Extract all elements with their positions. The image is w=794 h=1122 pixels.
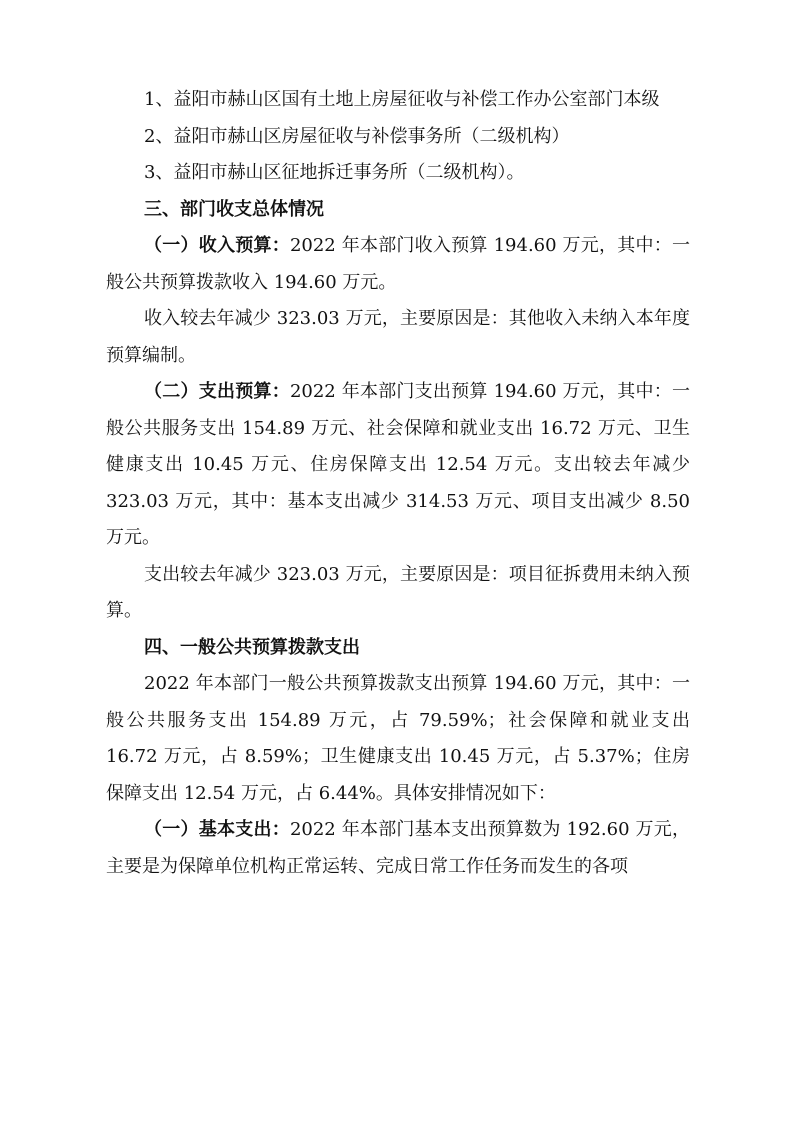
- income-label: （一）收入预算：: [144, 235, 290, 256]
- section-heading-3: 三、部门收支总体情况: [144, 198, 324, 220]
- document-body: [106, 82, 690, 885]
- section-heading-4: 四、一般公共预算拨款支出: [144, 636, 360, 658]
- basic-expense-paragraph: [106, 812, 690, 885]
- basic-expense-text: 2022 年本部门基本支出预算数为 192.60 万元，主要是为保障单位机构正常运转、完成日常工作任务而发生的各项: [106, 819, 690, 877]
- appropriation-paragraph: 2022 年本部门一般公共预算拨款支出预算 194.60 万元，其中：一般公共服务支出 154.89 万元，占 79.59%；社会保障和就业支出 16.72 万元，占 8.59%；卫生健康支出 10.45 万元，占 5.37%；住房保障支出 12.54 万元，占 6.44%。具体安排情况如下：: [106, 673, 690, 804]
- income-change-paragraph: 收入较去年减少 323.03 万元，主要原因是：其他收入未纳入本年度预算编制。: [106, 308, 690, 366]
- list-item-1: 1、益阳市赫山区国有土地上房屋征收与补偿工作办公室部门本级: [144, 89, 660, 110]
- expense-text: 2022 年本部门支出预算 194.60 万元，其中：一般公共服务支出 154.89 万元、社会保障和就业支出 16.72 万元、卫生健康支出 10.45 万元、住房保障支出 12.54 万元。支出较去年减少 323.03 万元，其中：基本支出减少 314.53 万元、项目支出减少 8.50 万元。: [106, 381, 690, 548]
- expense-label: （二）支出预算：: [144, 381, 290, 402]
- basic-expense-label: （一）基本支出：: [144, 819, 290, 840]
- expense-change-paragraph: 支出较去年减少 323.03 万元，主要原因是：项目征拆费用未纳入预算。: [106, 563, 690, 621]
- list-item-2: 2、益阳市赫山区房屋征收与补偿事务所（二级机构）: [144, 125, 570, 147]
- list-item-3: 3、益阳市赫山区征地拆迁事务所（二级机构）。: [144, 162, 525, 183]
- income-paragraph: [106, 228, 690, 301]
- income-text: 2022 年本部门收入预算 194.60 万元，其中：一般公共预算拨款收入 194.60 万元。: [106, 235, 690, 293]
- expense-paragraph: [106, 374, 690, 557]
